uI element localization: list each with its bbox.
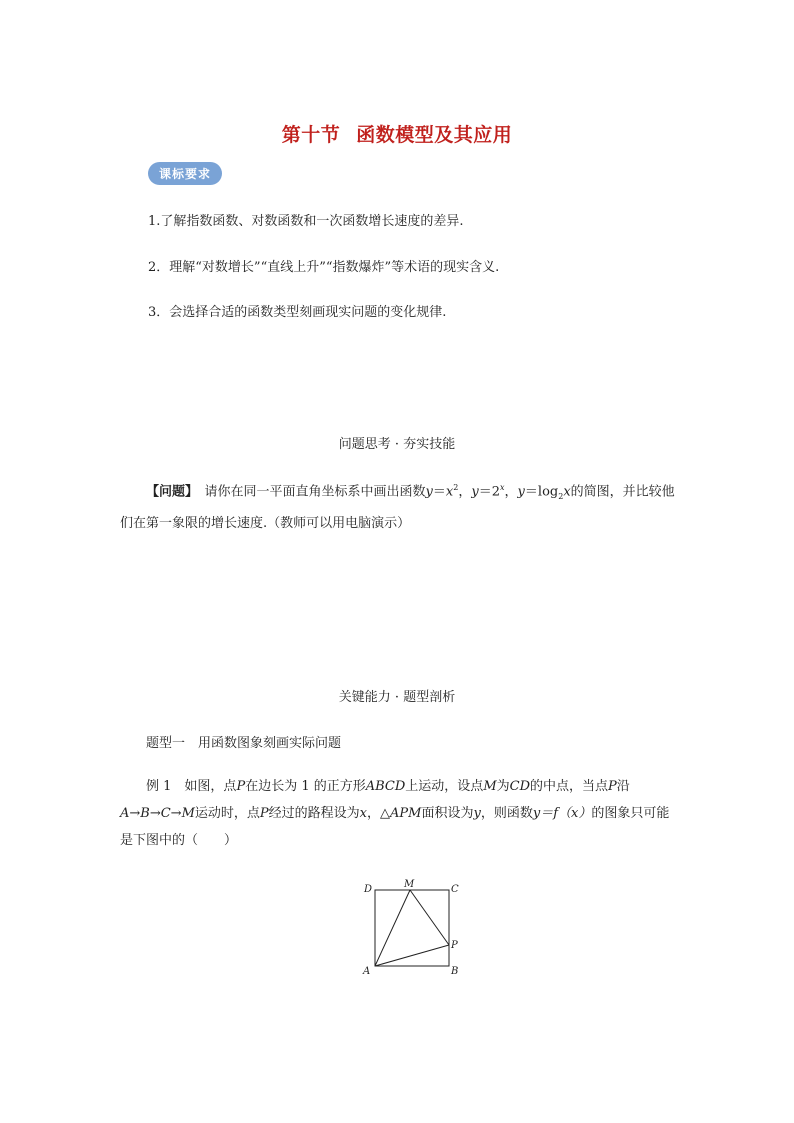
segment-am [375, 890, 410, 966]
label-m: M [404, 879, 415, 890]
curriculum-badge: 课标要求 [148, 162, 222, 185]
label-c: C [451, 884, 459, 895]
square-figure [358, 876, 468, 980]
segment-mp [410, 890, 449, 945]
square-abcd [375, 890, 449, 966]
page-title: 第十节 函数模型及其应用 [281, 124, 513, 146]
label-d: D [364, 884, 373, 895]
requirement-2: 2．理解“对数增长”“直线上升”“指数爆炸”等术语的现实含义. [148, 260, 500, 275]
example-paragraph: 例 1 如图，点P在边长为 1 的正方形ABCD上运动，设点M为CD的中点，当点P沿A→B→C→M运动时，点P经过的路程设为x，△APM面积设为y，则函数y＝f（x）的图象只可能是下图中的（ ） [120, 779, 670, 848]
label-b: B [451, 966, 459, 977]
requirement-3: 3．会选择合适的函数类型刻画现实问题的变化规律. [148, 305, 447, 320]
label-p: P [451, 940, 458, 951]
question-type-heading: 题型一 用函数图象刻画实际问题 [146, 736, 342, 751]
section-heading-thinking: 问题思考 · 夯实技能 [338, 437, 456, 452]
requirement-1: 1.了解指数函数、对数函数和一次函数增长速度的差异. [148, 214, 464, 229]
label-a: A [363, 966, 371, 977]
question-paragraph: 【问题】 请你在同一平面直角坐标系中画出函数$y=x^2$，$y=2^x$，$y=\log_2x$的简图，并比较他们在第一象限的增长速度.（教师可以用电脑演示） [120, 483, 675, 531]
section-heading-ability: 关键能力 · 题型剖析 [338, 690, 456, 705]
segment-ap [375, 945, 449, 966]
